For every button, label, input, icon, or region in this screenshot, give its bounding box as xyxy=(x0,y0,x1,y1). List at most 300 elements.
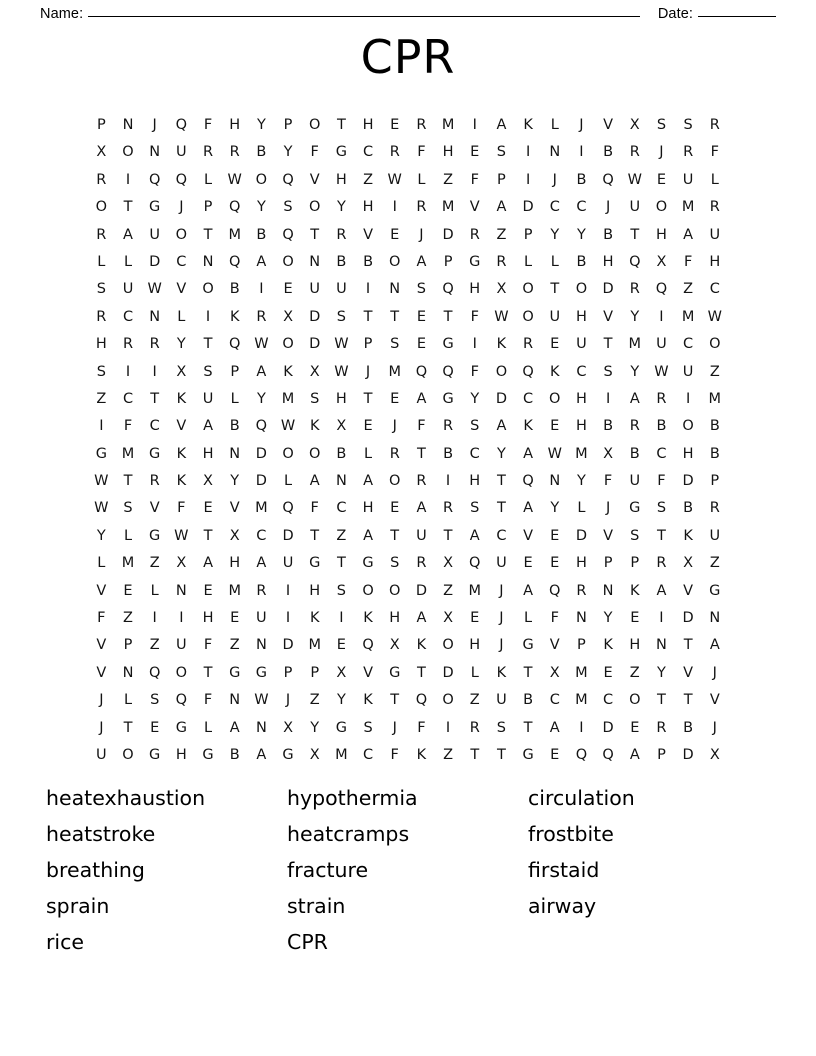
grid-cell[interactable]: F xyxy=(710,144,719,161)
grid-cell[interactable]: X xyxy=(283,719,293,736)
grid-cell[interactable]: N xyxy=(255,719,267,736)
grid-cell[interactable]: J xyxy=(392,418,397,435)
grid-cell[interactable]: E xyxy=(550,527,560,544)
grid-cell[interactable]: C xyxy=(362,144,374,161)
grid-cell[interactable]: U xyxy=(682,171,694,188)
word-list-item[interactable]: strain xyxy=(287,894,346,918)
grid-cell[interactable]: C xyxy=(549,199,560,216)
grid-cell[interactable]: H xyxy=(709,253,721,270)
grid-cell[interactable]: U xyxy=(629,199,641,216)
grid-cell[interactable]: C xyxy=(523,390,534,407)
grid-cell[interactable]: T xyxy=(363,390,373,407)
grid-cell[interactable]: J xyxy=(499,582,504,599)
grid-cell[interactable]: Q xyxy=(175,117,188,133)
grid-cell[interactable]: Z xyxy=(443,171,454,188)
grid-cell[interactable]: B xyxy=(336,445,347,462)
grid-cell[interactable]: E xyxy=(416,336,426,353)
grid-cell[interactable]: N xyxy=(229,445,241,462)
grid-cell[interactable]: V xyxy=(363,226,374,243)
grid-cell[interactable]: Y xyxy=(336,692,346,709)
grid-cell[interactable]: N xyxy=(202,253,214,270)
grid-cell[interactable]: U xyxy=(682,363,694,380)
grid-cell[interactable]: D xyxy=(442,226,454,243)
grid-cell[interactable]: Y xyxy=(550,500,560,517)
grid-cell[interactable]: F xyxy=(550,610,559,627)
grid-cell[interactable]: N xyxy=(335,473,347,490)
grid-cell[interactable]: L xyxy=(524,610,533,627)
grid-cell[interactable]: Z xyxy=(496,226,507,243)
grid-cell[interactable]: Q xyxy=(442,281,454,298)
grid-cell[interactable]: K xyxy=(523,418,533,435)
grid-cell[interactable]: O xyxy=(175,664,188,681)
grid-cell[interactable]: K xyxy=(176,473,187,490)
grid-cell[interactable]: E xyxy=(390,226,400,243)
grid-cell[interactable]: X xyxy=(176,363,187,380)
grid-cell[interactable]: K xyxy=(309,418,320,435)
grid-cell[interactable]: L xyxy=(203,171,213,188)
grid-cell[interactable]: R xyxy=(96,308,107,325)
grid-cell[interactable]: O xyxy=(95,199,108,216)
grid-cell[interactable]: L xyxy=(470,664,479,681)
grid-cell[interactable]: E xyxy=(550,746,560,763)
grid-cell[interactable]: R xyxy=(709,500,720,517)
grid-cell[interactable]: K xyxy=(309,610,320,627)
grid-cell[interactable]: S xyxy=(630,527,640,544)
grid-cell[interactable]: Z xyxy=(336,527,347,544)
grid-cell[interactable]: X xyxy=(549,664,560,681)
word-list-item[interactable]: breathing xyxy=(46,858,145,882)
grid-cell[interactable]: P xyxy=(603,555,613,572)
grid-cell[interactable]: U xyxy=(176,144,187,161)
grid-cell[interactable]: F xyxy=(470,308,479,325)
grid-cell[interactable]: G xyxy=(335,719,347,736)
grid-cell[interactable]: E xyxy=(390,117,400,133)
grid-cell[interactable]: E xyxy=(203,500,213,517)
grid-cell[interactable]: S xyxy=(336,582,346,599)
grid-cell[interactable]: D xyxy=(495,390,507,407)
grid-cell[interactable]: C xyxy=(656,445,667,462)
grid-cell[interactable]: K xyxy=(176,445,187,462)
grid-cell[interactable]: A xyxy=(496,199,507,216)
word-list-item[interactable]: heatstroke xyxy=(46,822,156,846)
grid-cell[interactable]: K xyxy=(363,692,373,709)
grid-cell[interactable]: A xyxy=(256,555,267,572)
grid-cell[interactable]: R xyxy=(629,281,640,298)
grid-cell[interactable]: J xyxy=(392,719,397,736)
grid-cell[interactable]: F xyxy=(470,171,479,188)
grid-cell[interactable]: R xyxy=(96,226,107,243)
grid-cell[interactable]: S xyxy=(336,308,346,325)
grid-cell[interactable]: W xyxy=(94,500,109,517)
grid-cell[interactable]: W xyxy=(654,363,669,380)
grid-cell[interactable]: H xyxy=(469,473,481,490)
grid-cell[interactable]: U xyxy=(629,473,641,490)
grid-cell[interactable]: W xyxy=(547,445,562,462)
grid-cell[interactable]: D xyxy=(575,527,588,544)
grid-cell[interactable]: W xyxy=(387,171,402,188)
grid-cell[interactable]: B xyxy=(229,746,240,763)
grid-cell[interactable]: H xyxy=(469,637,481,654)
grid-cell[interactable]: B xyxy=(683,500,694,517)
grid-cell[interactable]: N xyxy=(602,582,614,599)
grid-cell[interactable]: Q xyxy=(228,199,241,216)
grid-cell[interactable]: P xyxy=(657,746,666,763)
grid-cell[interactable]: E xyxy=(390,500,400,517)
word-list-item[interactable]: firstaid xyxy=(528,858,600,882)
grid-cell[interactable]: R xyxy=(416,199,427,216)
grid-cell[interactable]: E xyxy=(416,308,426,325)
grid-cell[interactable]: A xyxy=(203,418,213,435)
grid-cell[interactable]: S xyxy=(496,719,507,736)
grid-cell[interactable]: G xyxy=(282,746,294,763)
grid-cell[interactable]: Y xyxy=(577,226,586,243)
grid-cell[interactable]: C xyxy=(362,746,374,763)
grid-cell[interactable]: J xyxy=(499,610,504,627)
grid-cell[interactable]: O xyxy=(389,253,401,270)
grid-cell[interactable]: K xyxy=(603,637,613,654)
grid-cell[interactable]: A xyxy=(523,445,534,462)
grid-cell[interactable]: H xyxy=(629,637,641,654)
grid-cell[interactable]: U xyxy=(122,281,134,298)
grid-cell[interactable]: U xyxy=(496,692,507,709)
grid-cell[interactable]: J xyxy=(179,199,184,216)
grid-cell[interactable]: U xyxy=(336,281,347,298)
grid-cell[interactable]: A xyxy=(496,117,507,133)
grid-cell[interactable]: B xyxy=(629,445,640,462)
grid-cell[interactable]: S xyxy=(603,363,613,380)
grid-cell[interactable]: S xyxy=(96,363,106,380)
grid-cell[interactable]: L xyxy=(97,253,106,270)
grid-cell[interactable]: N xyxy=(255,637,267,654)
grid-cell[interactable]: V xyxy=(309,171,320,188)
grid-cell[interactable]: F xyxy=(683,253,693,270)
grid-cell[interactable]: D xyxy=(309,336,321,353)
grid-cell[interactable]: T xyxy=(150,390,160,407)
word-list-item[interactable]: frostbite xyxy=(528,822,614,846)
grid-cell[interactable]: M xyxy=(121,555,135,572)
grid-cell[interactable]: L xyxy=(177,308,186,325)
grid-cell[interactable]: R xyxy=(416,473,427,490)
grid-cell[interactable]: F xyxy=(470,363,479,380)
grid-cell[interactable]: R xyxy=(202,144,214,161)
grid-cell[interactable]: D xyxy=(282,527,294,544)
grid-cell[interactable]: X xyxy=(203,473,213,490)
grid-cell[interactable]: T xyxy=(683,692,693,709)
grid-cell[interactable]: B xyxy=(336,253,347,270)
grid-cell[interactable]: O xyxy=(522,281,534,298)
grid-cell[interactable]: M xyxy=(468,582,481,599)
grid-cell[interactable]: U xyxy=(576,336,587,353)
grid-cell[interactable]: M xyxy=(628,336,642,353)
grid-cell[interactable]: Q xyxy=(575,746,588,763)
grid-cell[interactable]: Z xyxy=(149,555,160,572)
grid-cell[interactable]: N xyxy=(309,253,321,270)
grid-cell[interactable]: K xyxy=(683,527,693,544)
grid-cell[interactable]: F xyxy=(390,746,399,763)
grid-cell[interactable]: U xyxy=(709,226,721,243)
grid-cell[interactable]: C xyxy=(469,445,480,462)
grid-cell[interactable]: B xyxy=(709,445,720,462)
grid-cell[interactable]: I xyxy=(525,171,531,188)
grid-cell[interactable]: Q xyxy=(469,555,481,572)
grid-cell[interactable]: Z xyxy=(443,746,454,763)
grid-cell[interactable]: M xyxy=(308,637,321,654)
grid-cell[interactable]: H xyxy=(335,390,347,407)
grid-cell[interactable]: A xyxy=(416,500,427,517)
grid-cell[interactable]: V xyxy=(363,664,374,681)
grid-cell[interactable]: D xyxy=(602,719,614,736)
grid-cell[interactable]: S xyxy=(310,390,320,407)
grid-cell[interactable]: A xyxy=(656,582,667,599)
grid-cell[interactable]: I xyxy=(685,390,691,407)
grid-cell[interactable]: X xyxy=(96,144,107,161)
grid-cell[interactable]: A xyxy=(203,555,213,572)
grid-cell[interactable]: M xyxy=(335,746,348,763)
grid-cell[interactable]: V xyxy=(229,500,240,517)
grid-cell[interactable]: V xyxy=(603,527,614,544)
grid-cell[interactable]: Z xyxy=(96,390,107,407)
grid-cell[interactable]: F xyxy=(310,144,319,161)
grid-cell[interactable]: G xyxy=(175,719,187,736)
grid-cell[interactable]: F xyxy=(417,719,426,736)
grid-cell[interactable]: T xyxy=(496,500,506,517)
grid-cell[interactable]: N xyxy=(709,610,721,627)
word-list-item[interactable]: hypothermia xyxy=(287,786,418,810)
grid-cell[interactable]: J xyxy=(605,500,611,517)
grid-cell[interactable]: I xyxy=(125,171,131,188)
grid-cell[interactable]: W xyxy=(254,336,269,353)
grid-cell[interactable]: H xyxy=(202,610,214,627)
grid-cell[interactable]: W xyxy=(174,527,189,544)
grid-cell[interactable]: E xyxy=(363,418,373,435)
grid-cell[interactable]: N xyxy=(122,664,134,681)
grid-cell[interactable]: F xyxy=(417,144,426,161)
grid-cell[interactable]: G xyxy=(389,664,401,681)
grid-cell[interactable]: O xyxy=(282,253,294,270)
grid-cell[interactable]: S xyxy=(496,144,507,161)
grid-cell[interactable]: K xyxy=(416,746,427,763)
grid-cell[interactable]: Q xyxy=(415,692,428,709)
grid-cell[interactable]: Q xyxy=(228,336,241,353)
grid-cell[interactable]: Y xyxy=(283,144,293,161)
grid-cell[interactable]: M xyxy=(575,692,588,709)
grid-cell[interactable]: Q xyxy=(522,473,534,490)
grid-cell[interactable]: I xyxy=(525,144,531,161)
grid-cell[interactable]: H xyxy=(362,117,374,133)
grid-cell[interactable]: Y xyxy=(96,527,106,544)
grid-cell[interactable]: P xyxy=(710,473,720,490)
grid-cell[interactable]: I xyxy=(285,582,291,599)
grid-cell[interactable]: P xyxy=(630,555,640,572)
grid-cell[interactable]: L xyxy=(123,253,133,270)
grid-cell[interactable]: Y xyxy=(496,445,506,462)
grid-cell[interactable]: E xyxy=(550,418,560,435)
grid-cell[interactable]: T xyxy=(390,527,400,544)
grid-cell[interactable]: B xyxy=(683,719,694,736)
grid-cell[interactable]: H xyxy=(575,308,587,325)
grid-cell[interactable]: B xyxy=(363,253,374,270)
grid-cell[interactable]: O xyxy=(309,117,321,133)
grid-cell[interactable]: V xyxy=(709,692,720,709)
grid-cell[interactable]: X xyxy=(629,117,640,133)
grid-cell[interactable]: X xyxy=(309,363,320,380)
grid-cell[interactable]: B xyxy=(576,171,587,188)
grid-cell[interactable]: Y xyxy=(230,473,240,490)
date-write-line[interactable] xyxy=(698,15,776,17)
grid-cell[interactable]: Q xyxy=(228,253,241,270)
grid-cell[interactable]: B xyxy=(443,445,454,462)
grid-cell[interactable]: A xyxy=(363,527,374,544)
grid-cell[interactable]: S xyxy=(123,500,133,517)
grid-cell[interactable]: F xyxy=(177,500,186,517)
grid-cell[interactable]: I xyxy=(365,281,371,298)
grid-cell[interactable]: D xyxy=(149,253,161,270)
grid-cell[interactable]: Z xyxy=(709,363,720,380)
grid-cell[interactable]: A xyxy=(309,473,320,490)
grid-cell[interactable]: T xyxy=(203,664,213,681)
grid-cell[interactable]: R xyxy=(416,555,427,572)
grid-cell[interactable]: Y xyxy=(630,308,640,325)
grid-cell[interactable]: K xyxy=(363,610,373,627)
grid-cell[interactable]: X xyxy=(309,746,320,763)
grid-cell[interactable]: T xyxy=(390,692,400,709)
grid-cell[interactable]: O xyxy=(309,445,321,462)
grid-cell[interactable]: I xyxy=(205,308,211,325)
grid-cell[interactable]: R xyxy=(656,390,667,407)
grid-cell[interactable]: Z xyxy=(709,555,720,572)
word-list-item[interactable]: rice xyxy=(46,930,85,954)
grid-cell[interactable]: D xyxy=(282,637,294,654)
grid-cell[interactable]: U xyxy=(416,527,427,544)
grid-cell[interactable]: E xyxy=(123,582,133,599)
grid-cell[interactable]: G xyxy=(522,746,534,763)
grid-cell[interactable]: A xyxy=(549,719,560,736)
grid-cell[interactable]: U xyxy=(96,746,107,763)
grid-cell[interactable]: T xyxy=(123,719,133,736)
grid-cell[interactable]: R xyxy=(576,582,587,599)
grid-cell[interactable]: E xyxy=(283,281,293,298)
word-list-item[interactable]: sprain xyxy=(46,894,110,918)
grid-cell[interactable]: A xyxy=(123,226,133,243)
grid-cell[interactable]: R xyxy=(709,199,720,216)
grid-cell[interactable]: Y xyxy=(470,390,480,407)
grid-cell[interactable]: A xyxy=(523,500,534,517)
grid-cell[interactable]: E xyxy=(656,171,667,188)
grid-cell[interactable]: G xyxy=(149,746,161,763)
grid-cell[interactable]: Q xyxy=(282,500,294,517)
grid-cell[interactable]: D xyxy=(255,473,267,490)
grid-cell[interactable]: J xyxy=(579,117,584,133)
grid-cell[interactable]: H xyxy=(469,281,481,298)
grid-cell[interactable]: R xyxy=(149,336,160,353)
grid-cell[interactable]: T xyxy=(657,692,666,709)
grid-cell[interactable]: R xyxy=(469,719,480,736)
grid-cell[interactable]: T xyxy=(443,308,453,325)
name-write-line[interactable] xyxy=(88,15,640,17)
grid-cell[interactable]: F xyxy=(203,692,213,709)
grid-cell[interactable]: R xyxy=(523,336,534,353)
grid-cell[interactable]: C xyxy=(603,692,614,709)
grid-cell[interactable]: P xyxy=(363,336,373,353)
grid-cell[interactable]: T xyxy=(310,226,320,243)
grid-cell[interactable]: J xyxy=(499,637,504,654)
grid-cell[interactable]: B xyxy=(576,253,587,270)
grid-cell[interactable]: E xyxy=(630,610,640,627)
grid-cell[interactable]: Q xyxy=(148,664,161,681)
grid-cell[interactable]: Z xyxy=(149,637,160,654)
grid-cell[interactable]: E xyxy=(470,610,480,627)
grid-cell[interactable]: O xyxy=(442,692,454,709)
grid-cell[interactable]: F xyxy=(657,473,666,490)
grid-cell[interactable]: H xyxy=(309,582,321,599)
grid-cell[interactable]: E xyxy=(203,582,213,599)
grid-cell[interactable]: H xyxy=(362,500,374,517)
grid-cell[interactable]: O xyxy=(655,199,668,216)
grid-cell[interactable]: P xyxy=(310,664,320,681)
grid-cell[interactable]: W xyxy=(494,308,509,325)
grid-cell[interactable]: L xyxy=(203,719,213,736)
grid-cell[interactable]: P xyxy=(203,199,213,216)
grid-cell[interactable]: I xyxy=(99,418,104,435)
grid-cell[interactable]: T xyxy=(443,527,453,544)
grid-cell[interactable]: R xyxy=(256,308,267,325)
grid-cell[interactable]: N xyxy=(656,637,667,654)
grid-cell[interactable]: I xyxy=(605,390,611,407)
grid-cell[interactable]: G xyxy=(442,390,454,407)
grid-cell[interactable]: J xyxy=(285,692,291,709)
grid-cell[interactable]: X xyxy=(229,527,240,544)
grid-cell[interactable]: N xyxy=(175,582,187,599)
grid-cell[interactable]: X xyxy=(283,308,293,325)
grid-cell[interactable]: F xyxy=(203,637,213,654)
grid-cell[interactable]: V xyxy=(176,281,187,298)
word-list-item[interactable]: CPR xyxy=(287,930,328,954)
word-list-item[interactable]: fracture xyxy=(287,858,369,882)
grid-cell[interactable]: K xyxy=(176,390,187,407)
grid-cell[interactable]: Y xyxy=(176,336,186,353)
grid-cell[interactable]: Y xyxy=(657,664,666,681)
grid-cell[interactable]: L xyxy=(230,390,239,407)
grid-cell[interactable]: O xyxy=(522,308,534,325)
grid-cell[interactable]: Q xyxy=(175,692,188,709)
grid-cell[interactable]: H xyxy=(655,226,667,243)
grid-cell[interactable]: B xyxy=(256,144,267,161)
grid-cell[interactable]: F xyxy=(603,473,613,490)
grid-cell[interactable]: R xyxy=(122,336,134,353)
grid-cell[interactable]: O xyxy=(629,692,641,709)
grid-cell[interactable]: E xyxy=(550,555,560,572)
grid-cell[interactable]: H xyxy=(602,253,614,270)
grid-cell[interactable]: X xyxy=(709,746,720,763)
grid-cell[interactable]: K xyxy=(229,308,240,325)
grid-cell[interactable]: L xyxy=(364,445,373,462)
grid-cell[interactable]: G xyxy=(709,582,721,599)
grid-cell[interactable]: H xyxy=(575,418,587,435)
grid-cell[interactable]: I xyxy=(392,199,397,216)
grid-cell[interactable]: M xyxy=(228,226,241,243)
grid-cell[interactable]: W xyxy=(334,336,349,353)
grid-cell[interactable]: T xyxy=(123,199,133,216)
grid-cell[interactable]: Z xyxy=(469,692,480,709)
grid-cell[interactable]: P xyxy=(230,363,240,380)
grid-cell[interactable]: S xyxy=(683,117,693,133)
grid-cell[interactable]: N xyxy=(229,692,241,709)
grid-cell[interactable]: U xyxy=(656,336,667,353)
grid-cell[interactable]: W xyxy=(707,308,722,325)
grid-cell[interactable]: S xyxy=(470,418,480,435)
grid-cell[interactable]: Q xyxy=(522,363,534,380)
grid-cell[interactable]: J xyxy=(419,226,424,243)
